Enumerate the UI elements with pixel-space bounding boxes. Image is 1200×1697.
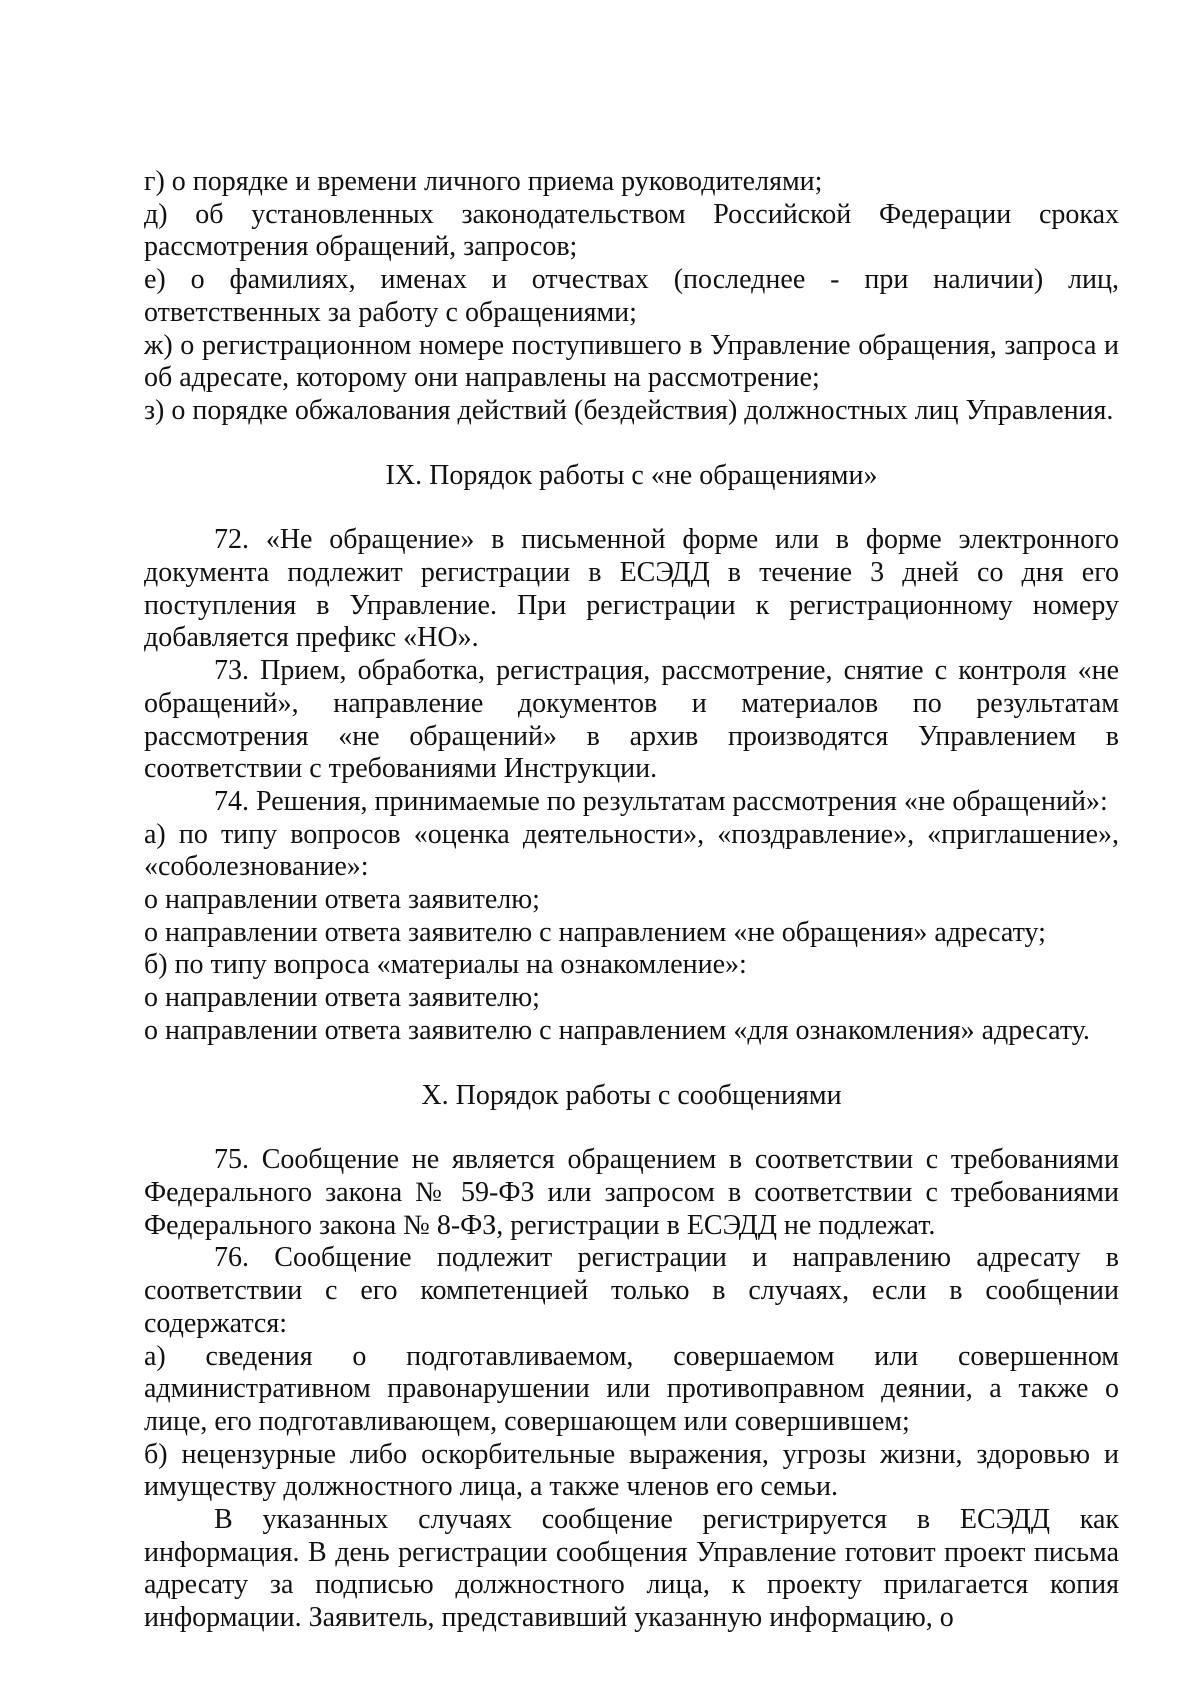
list-item: о направлении ответа заявителю с направлением «не обращения» адресату; — [144, 916, 1046, 948]
list-item: б) по типу вопроса «материалы на ознакомление»: — [144, 949, 747, 981]
list-item: а) по типу вопросов «оценка деятельности», «поздравление», «приглашение», «соболезнование»: — [144, 818, 1119, 883]
paragraph-73: 73. Прием, обработка, регистрация, рассмотрение, снятие с контроля «не обращений», направление документов и материалов по результатам рассмотрения «не обращений» в архив производятся Управлением в соответствии с требованиями Инструкции. — [144, 655, 1119, 785]
paragraph-76: 76. Сообщение подлежит регистрации и направлению адресату в соответствии с его компетенцией только в случаях, если в сообщении содержатся: — [144, 1242, 1119, 1339]
list-item: е) о фамилиях, именах и отчествах (последнее - при наличии) лиц, ответственных за работу с обращениями; — [144, 264, 1119, 328]
list-item: о направлении ответа заявителю с направлением «для ознакомления» адресату. — [144, 1014, 1090, 1046]
list-item: б) нецензурные либо оскорбительные выражения, угрозы жизни, здоровью и имуществу должностного лица, а также членов его семьи. — [144, 1438, 1119, 1503]
list-item: о направлении ответа заявителю; — [144, 982, 540, 1014]
paragraph-74: 74. Решения, принимаемые по результатам рассмотрения «не обращений»: — [214, 785, 1108, 817]
list-item: г) о порядке и времени личного приема руководителями; — [144, 166, 823, 197]
paragraph-final: В указанных случаях сообщение регистрируется в ЕСЭДД как информация. В день регистрации сообщения Управление готовит проект письма адресату за подписью должностного лица, к проекту прилагается копия информации. Заявитель, представивший указанную информацию, о — [144, 1504, 1119, 1634]
section-heading-ix: IX. Порядок работы с «не обращениями» — [385, 459, 878, 491]
list-item: а) сведения о подготавливаемом, совершаемом или совершенном административном правонарушении или противоправном деянии, а также о лице, его подготавливающем, совершающем или совершившем; — [144, 1340, 1119, 1437]
section-heading-x: X. Порядок работы с сообщениями — [421, 1079, 842, 1111]
list-item: з) о порядке обжалования действий (бездействия) должностных лиц Управления. — [144, 394, 1114, 426]
document-page — [144, 166, 1119, 1635]
paragraph-75: 75. Сообщение не является обращением в соответствии с требованиями Федерального закона № 59-ФЗ или запросом в соответствии с требованиями Федерального закона № 8-ФЗ, регистрации в ЕСЭДД не подлежат. — [144, 1144, 1119, 1241]
list-item: ж) о регистрационном номере поступившего в Управление обращения, запроса и об адресате, которому они направлены на рассмотрение; — [144, 329, 1119, 394]
list-item: д) об установленных законодательством Российской Федерации сроках рассмотрения обращений, запросов; — [144, 198, 1119, 263]
paragraph-72: 72. «Не обращение» в письменной форме или в форме электронного документа подлежит регистрации в ЕСЭДД в течение 3 дней со дня его поступления в Управление. При регистрации к регистрационному номеру добавляется префикс «НО». — [144, 524, 1119, 654]
list-item: о направлении ответа заявителю; — [144, 884, 540, 916]
